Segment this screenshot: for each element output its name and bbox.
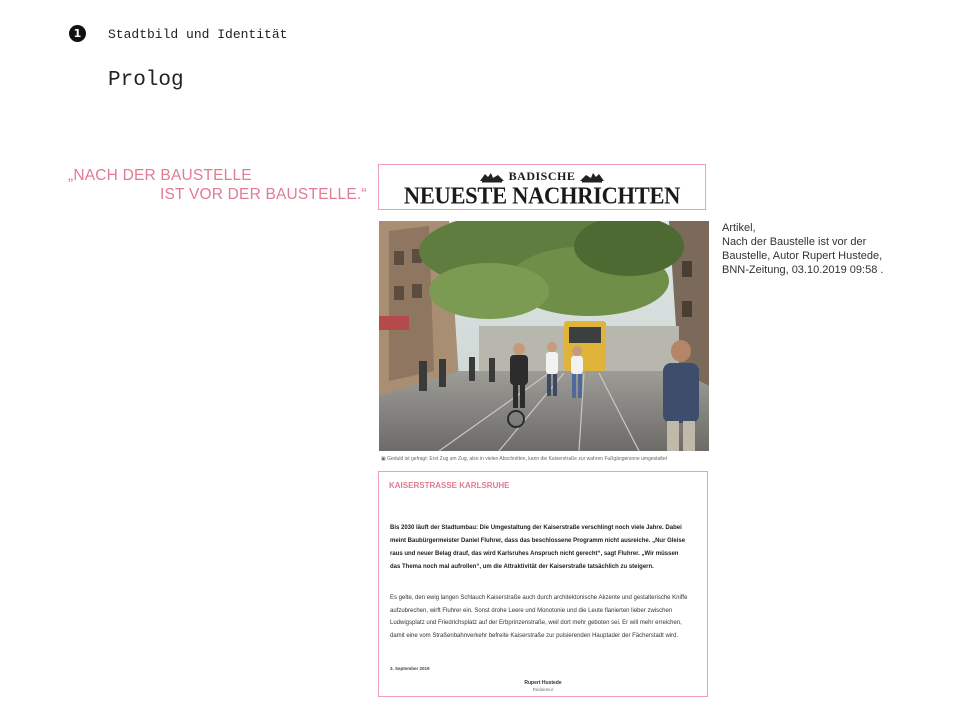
article-author-role: Redakteur <box>532 687 554 692</box>
article-author: Rupert Hustede <box>524 680 562 686</box>
side-note-line-4: BNN-Zeitung, 03.10.2019 09:58 . <box>722 264 884 276</box>
article-body: Es gelte, den ewig langen Schlauch Kaiserstraße auch durch architektonische Akzente und gestalterische Kniffe aufzubrechen, wirft Fluhrer ein. Sonst drohe Leere und Monotonie und die Leute flanierten lieber zwischen Ludwigsplatz und Friedrichsplatz auf der Erbprinzenstraße, weil dort mehr geboten sei. Er will mehr erreichen, damit eine vom Straßenbahnverkehr befreite Kaiserstraße zur pulsierenden Hauptader der Fächerstadt wird. <box>390 595 688 639</box>
street-photo <box>379 221 709 451</box>
pull-quote-line-1: „NACH DER BAUSTELLE <box>68 167 252 184</box>
article-reference-note <box>722 221 922 277</box>
article-date: 3. September 2019 <box>390 666 430 671</box>
photo-caption-text: Geduld ist gefragt: Erst Zug um Zug, also in vielen Abschnitten, kann die Kaiserstraße zur wahren Fußgängerzone umgestaltet <box>387 456 667 462</box>
article-lead: Bis 2030 läuft der Stadtumbau: Die Umgestaltung der Kaiserstraße verschlingt noch viele Jahre. Dabei meint Baubürgermeister Daniel Fluhrer, dass das beschlossene Programm nicht ausreiche. „Nur Gleise raus und neuer Belag drauf, das wird Karlsruhes Anspruch nicht gerecht“, sagt Fluhrer. „Wir müssen das Thema noch mal aufrollen“, um die Attraktivität der Kaiserstraße tatsächlich zu steigern. <box>390 525 686 570</box>
article-kicker: KAISERSTRASSE KARLSRUHE <box>389 481 510 490</box>
article-box <box>378 471 708 697</box>
pull-quote-line-2: IST VOR DER BAUSTELLE.“ <box>160 186 367 203</box>
newspaper-masthead <box>378 164 706 210</box>
side-note-line-1: Artikel, <box>722 222 756 234</box>
masthead-badische: BADISCHE <box>508 169 576 183</box>
page-title: Prolog <box>108 69 184 92</box>
masthead-name: NEUESTE NACHRICHTEN <box>403 181 681 209</box>
side-note-line-3: Baustelle, Autor Rupert Hustede, <box>722 250 883 262</box>
section-number-badge: 1 <box>69 25 86 42</box>
side-note-line-2: Nach der Baustelle ist vor der <box>722 236 867 248</box>
section-title: Stadtbild und Identität <box>108 27 288 42</box>
photo-caption <box>381 456 711 462</box>
pull-quote <box>68 166 367 204</box>
camera-icon: ▣ <box>381 456 388 462</box>
